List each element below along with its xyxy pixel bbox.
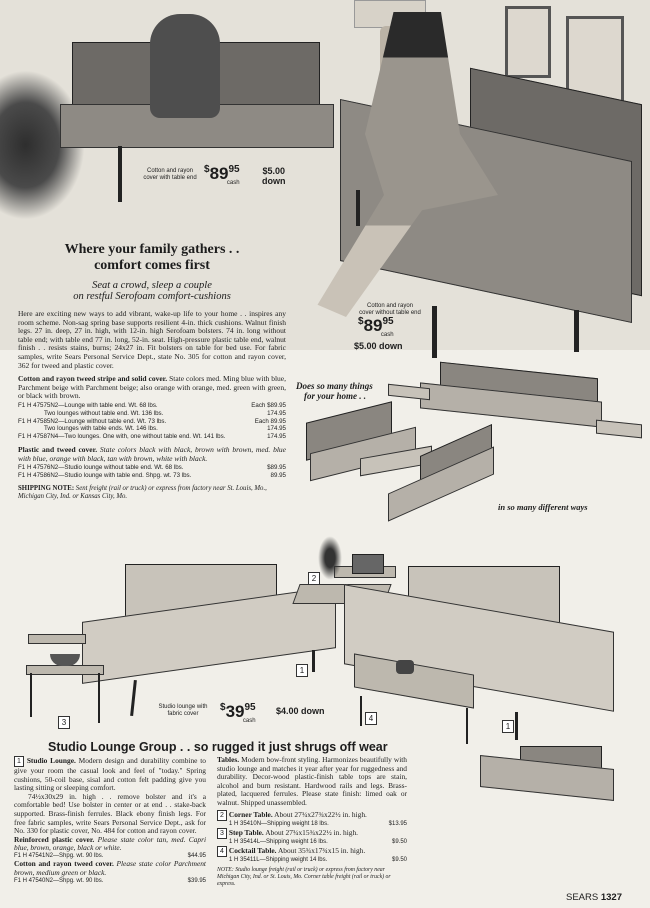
item-title: Corner Table. — [228, 809, 273, 819]
section-text: Please state color Parchment brown, medium green or black. — [14, 859, 206, 877]
candy-dish — [396, 660, 414, 674]
item-dims: 74½x30x29 in. high . . remove bolster and it's a comfortable bed! Use bolster in center or at end . . stake-back supported. Brass-finish ferrules. Black ebony finish legs. For free fabric samples, write Sears Personal Service Dept., ask for No. 330 for plastic cover, No. 484 for cotton and rayon cover. — [14, 791, 206, 836]
tables-desc — [217, 756, 407, 808]
sofa-leg — [118, 146, 122, 202]
down-amount: $5.00 — [262, 166, 286, 176]
section-text: Modern bow-front styling. Harmonizes beautifully with studio lounge and matches it year after year for ruggedness and durability. Decor-wood plastic-finish table tops are stain, alcohol and burn resistant. Hardwood rails and legs. Brass-plated, lacquered ferrules. Please state finish: limed oak or walnut. Shipped unassembled. — [217, 755, 407, 807]
price-whole: 39 — [225, 702, 245, 721]
table-leg — [466, 708, 468, 744]
section-text: State colors med. Ming blue with blue, Parchment beige with Parchment beige; also orange with orange, med. green with green, or black with brown. — [18, 374, 286, 401]
section-title: Cotton and rayon tweed stripe and solid cover. — [18, 374, 168, 384]
order-row: 1 H 35411L—Shipping weight 14 lbs. $9.50 — [229, 857, 407, 864]
does-line: Does so many things — [296, 381, 373, 391]
tag-1: 1 — [14, 756, 24, 767]
price-cash: cash — [226, 180, 240, 186]
item-title: Step Table. — [228, 827, 264, 837]
group-title: Studio Lounge Group . . so rugged it just shrugs off wear — [48, 740, 388, 754]
order-row: F1 H 47540N2—Shpg. wt. 90 lbs. $39.95 — [14, 877, 206, 884]
shipping-label: SHIPPING NOTE: — [18, 484, 75, 492]
tag-3: 3 — [58, 716, 70, 729]
item-1 — [14, 756, 206, 793]
section-title: Tables. — [217, 755, 240, 764]
table-leg — [98, 673, 100, 723]
step-table-left — [26, 665, 104, 675]
headline: Where your family gathers . . — [64, 242, 240, 257]
intro-block — [18, 242, 286, 501]
price-bottom — [220, 702, 256, 724]
radio — [352, 554, 384, 574]
price-dollar: $ — [358, 316, 364, 327]
lounge-leg — [515, 712, 518, 740]
caption-left — [140, 168, 200, 182]
down-left — [262, 166, 286, 186]
down-right: $5.00 down — [354, 341, 403, 351]
down-label: down — [262, 176, 286, 186]
order-row: Two lounges with table ends. Wt. 146 lbs. 174.95 — [44, 425, 286, 433]
child-figure — [150, 14, 220, 118]
tag-4: 4 — [217, 846, 227, 857]
caption-line: Cotton and rayon — [366, 303, 414, 309]
price-cash: cash — [242, 718, 256, 724]
down-bottom: $4.00 down — [276, 706, 325, 716]
wall-picture-frame — [505, 6, 551, 78]
footer-brand: SEARS — [566, 892, 599, 903]
order-row: F1 H 47576N2—Studio lounge without table end. Wt. 68 lbs. $89.95 — [18, 464, 286, 472]
lounge-leg — [312, 650, 315, 672]
sofa-leg — [574, 310, 579, 352]
does-line: for your home . . — [304, 391, 367, 401]
column-1 — [14, 756, 206, 885]
tag-3: 3 — [217, 828, 227, 839]
potted-plant — [318, 536, 342, 580]
caption-line: cover with table end — [143, 175, 197, 181]
tag-4: 4 — [365, 712, 377, 725]
table-item — [217, 828, 407, 846]
order-row: 1 H 35414L—Shipping weight 16 lbs. $9.50 — [229, 838, 407, 845]
table-item — [217, 846, 407, 864]
order-row: F1 H 47587N4—Two lounges. One with, one without table end. Wt. 141 lbs. 174.95 — [18, 433, 286, 441]
section-text: Please state color tan, med. Capri blue, brown, orange, black or white. — [14, 834, 206, 853]
price-right — [358, 316, 394, 338]
intro-body: Here are exciting new ways to add vibrant, wake-up life to your home . . inspires any room scheme. Non-sag spring base supports resilient 4-in. thick cushions. Walnut finish legs. 27 in. deep, 27 in. high, with 12-in. high Serofoam bolsters. 74 in. long without table end; with table end 77 in. long, 52-in. seat. High-pressure plastic table end, walnut finish . . resists stains, burns; 24x27 in. Fit bolsters on table for bed use. For fabric samples, write Sears Personal Service Dept., state No. 305 for cotton and rayon cover, 362 for tweed and plastic cover. — [18, 309, 286, 370]
headline: comfort comes first — [94, 258, 210, 273]
item-title: Studio Lounge. — [26, 756, 76, 765]
lounge-leg — [130, 680, 137, 716]
table-leg — [360, 696, 362, 726]
order-row: F1 H 47586N2—Studio lounge with table end. Shpg. wt. 73 lbs. 89.95 — [18, 471, 286, 479]
table-leg — [30, 673, 32, 717]
caption-line: cover without table end — [359, 310, 421, 316]
tables-note: NOTE: Studio lounge freight (rail or truck) or express from factory near Michigan City, Ind. or St. Louis, Mo. Corner table freight (rail or truck) or express. — [217, 866, 391, 887]
price-left — [204, 164, 240, 186]
price-cents: 95 — [244, 702, 256, 713]
price-whole: 89 — [363, 316, 383, 335]
tag-1: 1 — [502, 720, 514, 733]
does-text — [296, 381, 373, 401]
section-cotton — [18, 375, 286, 401]
price-cents: 95 — [228, 164, 240, 175]
section-text: State colors black with black, brown with brown, med. blue with blue, orange with black, tan with brown, white with black. — [18, 444, 286, 463]
footer-page-number: 1327 — [600, 892, 622, 903]
order-row: 1 H 35410N—Shipping weight 18 lbs. $13.95 — [229, 820, 407, 827]
order-row: F1 H 47541N2—Shpg. wt. 90 lbs. $44.95 — [14, 852, 206, 859]
item-text: About 27¾x27¾x22½ in. high. — [272, 809, 367, 819]
tag-1: 1 — [296, 664, 308, 677]
caption-line: fabric cover — [167, 711, 199, 717]
shipping-text: Sent freight (rail or truck) or express from factory near St. Louis, Mo., Michigan City, Ind. or Kansas City, Mo. — [18, 484, 267, 500]
tag-2: 2 — [308, 572, 320, 585]
page-footer — [566, 892, 622, 903]
price-cents: 95 — [382, 316, 394, 327]
order-row: F1 H 47585N2—Lounge without table end. Wt. 73 lbs. Each 89.95 — [18, 417, 286, 425]
step-table-left — [28, 634, 86, 644]
shipping-note — [18, 485, 286, 501]
order-row: Two lounges without table end. Wt. 136 lbs. 174.95 — [44, 409, 286, 417]
item-text: About 35¾x17¾x15 in. high. — [276, 846, 366, 856]
item-text: Modern design and durability combine to give your room the casual look and feel of "today." Spring cushions, 50-coil base, sisal and cotton felt padding give you lasting sitting or sleeping comfort. — [14, 756, 206, 793]
section-title: Cotton and rayon tweed cover. — [14, 859, 114, 869]
price-dollar: $ — [204, 164, 210, 175]
tweed-desc — [14, 860, 206, 877]
section-plastic — [18, 446, 286, 463]
ways-text: in so many different ways — [498, 502, 588, 512]
plastic-desc — [14, 836, 206, 853]
caption-line: Cotton and rayon — [146, 168, 194, 174]
order-row: F1 H 47575N2—Lounge with table end. Wt. 68 lbs. Each $89.95 — [18, 401, 286, 409]
caption-right — [352, 303, 428, 317]
subheadline: Seat a crowd, sleep a couple — [92, 280, 212, 291]
price-whole: 89 — [209, 164, 229, 183]
price-dollar: $ — [220, 702, 226, 713]
sofa-leg — [356, 190, 360, 226]
section-title: Reinforced plastic cover. — [14, 834, 95, 844]
arrangement-table — [596, 420, 642, 439]
caption-line: Studio lounge with — [158, 704, 208, 710]
price-cash: cash — [380, 332, 394, 338]
column-2 — [217, 756, 407, 888]
item-text: About 27¾x15¾x22½ in. high. — [263, 827, 359, 837]
item-title: Cocktail Table. — [228, 846, 277, 856]
table-item — [217, 810, 407, 828]
caption-bottom — [152, 704, 214, 718]
section-title: Plastic and tweed cover. — [18, 444, 98, 454]
sofa-leg — [432, 306, 437, 358]
tag-2: 2 — [217, 810, 227, 821]
subheadline: on restful Serofoam comfort-cushions — [73, 291, 231, 302]
